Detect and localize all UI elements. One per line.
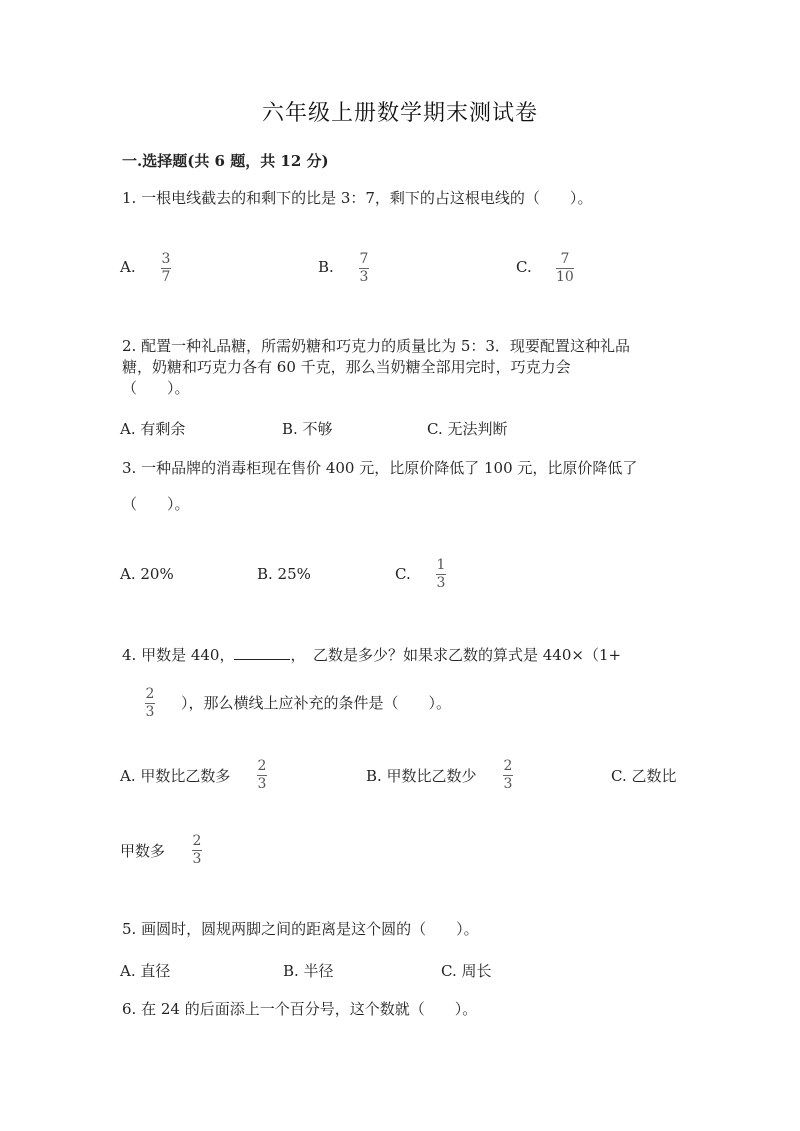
q4-text-start: 4. 甲数是 440， [122,646,235,664]
exam-title: 六年级上册数学期末测试卷 [261,101,538,126]
fraction-numerator: 1 [436,557,446,573]
q4-option-c-continued: 甲数多 [120,842,166,860]
q4-text-end: ， 乙数是多少？如果求乙数的算式是 440×（1+ [290,646,622,664]
q1-option-a-fraction [161,252,171,285]
fraction-denominator: 3 [359,269,369,285]
question-4-line-1 [122,643,621,666]
question-4-line-2: ），那么横线上应补充的条件是（ ）。 [181,694,452,712]
q1-option-b-fraction [359,252,369,285]
fraction-denominator: 3 [257,776,267,792]
fraction-numerator: 2 [503,758,513,774]
fraction-numerator: 7 [359,251,369,267]
fraction-numerator: 2 [192,833,202,849]
fraction-denominator: 3 [503,776,513,792]
fraction-denominator: 3 [192,851,202,867]
q4-option-b-fraction [503,759,513,792]
q4-option-b-text: B. 甲数比乙数少 [366,767,477,785]
q2-option-b: B. 不够 [282,420,333,438]
fraction-numerator: 2 [145,686,155,702]
question-1: 1. 一根电线截去的和剩下的比是 3：7，剩下的占这根电线的（ ）。 [122,189,593,207]
fraction-numerator: 2 [257,758,267,774]
q3-option-b: B. 25% [257,565,311,583]
q4-option-a-fraction [257,759,267,792]
question-2-line-2: 糖，奶糖和巧克力各有 60 千克，那么当奶糖全部用完时，巧克力会 [122,358,571,376]
q1-option-c-fraction [556,252,574,285]
question-2-line-1: 2. 配置一种礼品糖，所需奶糖和巧克力的质量比为 5：3．现要配置这种礼品 [122,337,630,355]
q5-option-c: C. 周长 [441,962,492,980]
q3-option-c-label: C. [395,565,411,583]
q2-option-a: A. 有剩余 [120,420,186,438]
fraction-denominator: 3 [436,575,446,591]
q4-option-a-text: A. 甲数比乙数多 [120,767,231,785]
fraction-denominator: 3 [145,704,155,720]
q1-option-c-label: C. [516,258,532,276]
fraction-numerator: 3 [161,251,171,267]
fraction-numerator: 7 [560,251,570,267]
fraction-denominator: 7 [161,269,171,285]
fraction-denominator: 10 [556,269,574,285]
q5-option-a: A. 直径 [120,962,171,980]
q4-option-c-text: C. 乙数比 [611,767,677,785]
question-5: 5. 画圆时，圆规两脚之间的距离是这个圆的（ ）。 [122,920,479,938]
fill-in-blank [234,643,290,660]
q3-option-a: A. 20% [120,565,174,583]
q1-option-a-label: A. [120,258,136,276]
q4-option-c-fraction [192,834,202,867]
q4-fraction [145,687,155,720]
question-2-line-3: （ ）。 [122,379,190,397]
question-3-line-2: （ ）。 [122,495,190,513]
section-heading: 一.选择题(共 6 题，共 12 分) [122,152,329,170]
question-3-line-1: 3. 一种品牌的消毒柜现在售价 400 元，比原价降低了 100 元，比原价降低了 [122,459,638,477]
q5-option-b: B. 半径 [283,962,334,980]
q1-option-b-label: B. [318,258,334,276]
q3-option-c-fraction [436,558,446,591]
question-6: 6. 在 24 的后面添上一个百分号，这个数就（ ）。 [122,1000,478,1018]
q2-option-c: C. 无法判断 [427,420,508,438]
